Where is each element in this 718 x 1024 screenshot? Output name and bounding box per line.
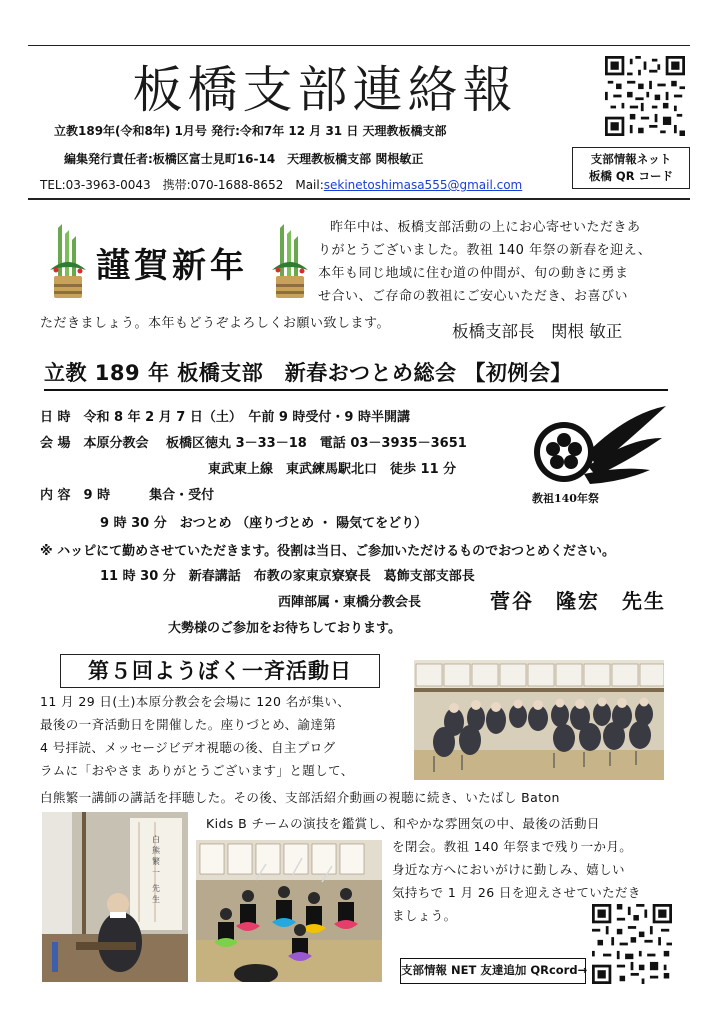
qr-code-top-icon	[605, 56, 685, 136]
qr-label-line2: 板橋 QR コード	[588, 169, 674, 183]
activity-line: 身近な方へにおいがけに勤しみ、嬉しい	[392, 862, 625, 877]
qr-label-line1: 支部情報ネット	[590, 152, 672, 166]
event-date-line: 日 時 令和 8 年 2 月 7 日（土） 午前 9 時受付・9 時半開講	[40, 410, 410, 425]
editor-line: 編集発行責任者:板橋区富士見町16-14 天理教板橋支部 関根敏正	[64, 152, 424, 166]
banner-char: 一	[152, 868, 160, 877]
greeting-heading: 謹賀新年	[96, 246, 248, 286]
newsletter-title: 板橋支部連絡報	[132, 61, 518, 119]
activity-line: 気持ちで 1 月 26 日を迎えさせていただき	[392, 885, 641, 900]
contact-line	[40, 176, 522, 194]
dance-photo-image	[196, 840, 382, 982]
activity-line: 最後の一斉活動日を開催した。座りづとめ、諭達第	[40, 717, 337, 732]
greeting-line: ただきましょう。本年もどうぞよろしくお願い致します。	[40, 316, 390, 331]
event-content-line: 内 容 9 時 集合・受付	[40, 488, 215, 503]
audience-photo-image	[414, 660, 664, 780]
lecturer-photo	[42, 812, 188, 982]
activity-line: ラムに「おやさま ありがとうございます」と題して、	[40, 763, 354, 778]
banner-char: 繁	[152, 857, 160, 866]
banner-char: 白	[152, 835, 160, 844]
new-year-greeting-art	[48, 222, 310, 302]
dance-performance-photo	[196, 840, 382, 982]
banner-char: 生	[152, 895, 160, 904]
qr-code-top[interactable]	[605, 56, 685, 136]
top-rule	[28, 45, 690, 46]
header-rule	[28, 198, 690, 200]
line-friend-add-button[interactable]: 支部情報 NET 友達追加 QRcord→	[400, 958, 586, 984]
greeting-line: 昨年中は、板橋支部活動の上にお心寄せいただきあ	[330, 220, 641, 235]
activity-line: 4 号拝読、メッセージビデオ視聴の後、自主プログ	[40, 740, 336, 755]
activity-line: Kids B チームの演技を鑑賞し、和やかな雰囲気の中、最後の活動日	[206, 816, 600, 831]
lecturer-photo-image	[42, 812, 188, 982]
qr-label-box	[572, 147, 690, 189]
event-note-line: ※ ハッピにて勤めさせていただきます。役割は当日、ご参加いただけるものでおつとめください。	[40, 544, 615, 559]
greeting-line: せ合い、ご存命の教祖にご安心いただき、お喜びい	[318, 289, 628, 304]
greeting-line: 本年も同じ地域に住む道の仲間が、旬の動きに勇ま	[318, 266, 629, 281]
activity-line: 白熊繁一講師の講話を拝聴した。その後、支部活紹介動画の視聴に続き、いたばし Baton	[40, 790, 560, 805]
event-venue-line: 会 場 本原分教会 板橋区徳丸 3－33－18 電話 03－3935－3651	[40, 436, 467, 451]
event-access-line: 東武東上線 東武練馬駅北口 徒歩 11 分	[208, 462, 457, 477]
activity-title: 第５回ようぼく一斉活動日	[60, 654, 380, 688]
banner-char: 熊	[152, 846, 160, 855]
activity-line: を閉会。教祖 140 年祭まで残り一か月。	[392, 839, 633, 854]
event-title: 立教 189 年 板橋支部 新春おつとめ総会 【初例会】	[44, 357, 668, 391]
kadomatsu-icon-right	[270, 224, 310, 302]
event-talk-line: 11 時 30 分 新春講話 布教の家東京寮寮長 葛飾支部支部長	[100, 569, 475, 584]
qr-code-bottom[interactable]	[592, 904, 672, 984]
emblem-caption: 教祖140年祭	[532, 492, 599, 505]
tel-text: TEL:03-3963-0043 携帯:070-1688-8652 Mail:	[40, 178, 324, 192]
email-link[interactable]: sekinetoshimasa555@gmail.com	[323, 178, 523, 192]
event-speaker-name: 菅谷 隆宏 先生	[490, 589, 666, 613]
issue-line: 立教189年(令和8年) 1月号 発行:令和7年 12 月 31 日 天理教板橋支部	[54, 124, 447, 138]
qr-code-bottom-icon	[592, 904, 672, 984]
greeting-signature: 板橋支部長 関根 敏正	[452, 322, 623, 341]
activity-line: ましょう。	[392, 908, 457, 923]
activity-line: 11 月 29 日(土)本原分教会を会場に 120 名が集い、	[40, 694, 351, 709]
event-closing-line: 大勢様のご参加をお待ちしております。	[168, 621, 401, 636]
event-service-line: 9 時 30 分 おつとめ （座りづとめ ・ 陽気てをどり）	[100, 516, 428, 531]
kadomatsu-icon-left	[48, 224, 88, 302]
greeting-line: りがとうございました。教祖 140 年祭の新春を迎え、	[318, 243, 652, 258]
event-speaker-affiliation: 西陣部属・東橋分教会長	[278, 595, 422, 610]
audience-photo	[414, 660, 664, 780]
banner-char: 先	[152, 884, 160, 893]
